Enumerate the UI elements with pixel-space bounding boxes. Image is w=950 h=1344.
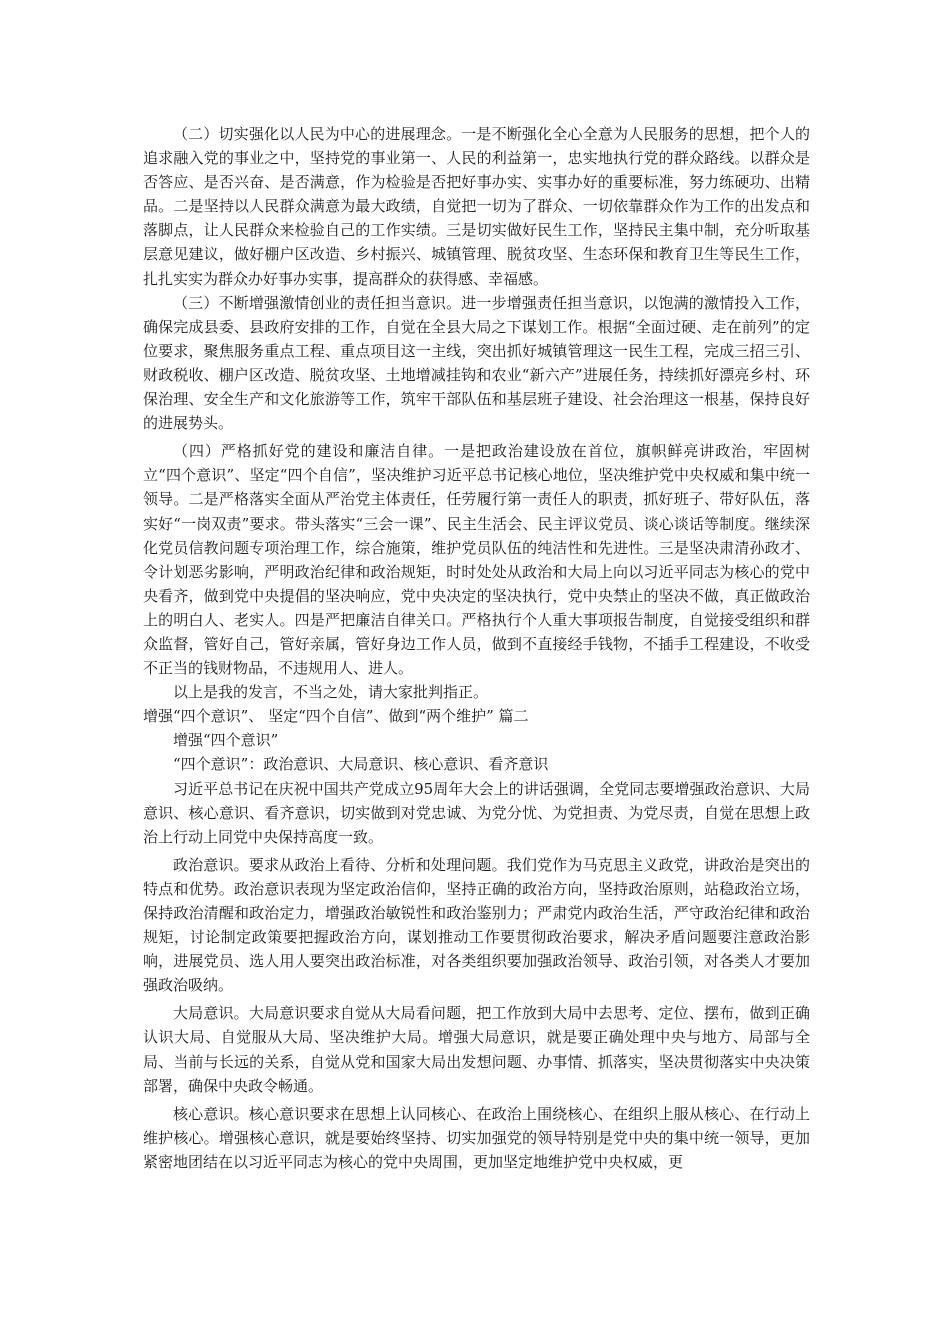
paragraph-four: （四）严格抓好党的建设和廉洁自律。一是把政治建设放在首位，旗帜鲜亮讲政治，牢固树立“四个意识”、坚定“四个自信”，坚决维护习近平总书记核心地位，坚决维护党中央权威和集中统一领导。二是严格落实全面从严治党主体责任，任劳履行第一责任人的职责，抓好班子、带好队伍，落实好“一岗双责”要求。带头落实“三会一课”、民主生活会、民主评议党员、谈心谈话等制度。继续深化党员信教问题专项治理工作，综合施策，维护党员队伍的纯洁性和先进性。三是坚决肃清孙政才、令计划恶劣影响，严明政治纪律和政治规矩，时时处处从政治和大局上向以习近平同志为核心的党中央看齐，做到党中央提倡的坚决响应，党中央决定的坚决执行，党中央禁止的坚决不做，真正做政治上的明白人、老实人。四是严把廉洁自律关口。严格执行个人重大事项报告制度，自觉接受组织和群众监督，管好自己，管好亲属，管好身边工作人员，做到不直接经手钱物，不插手工程建设，不收受不正当的钱财物品，不违规用人、进人。: [143, 442, 810, 678]
political-awareness-paragraph: 政治意识。要求从政治上看待、分析和处理问题。我们党作为马克思主义政党，讲政治是突出的特点和优势。政治意识表现为坚定政治信仰，坚持正确的政治方向，坚持政治原则，站稳政治立场，保持政治清醒和政治定力，增强政治敏锐性和政治鉴别力；严肃党内政治生活，严守政治纪律和政治规矩，讨论制定政策要把握政治方向，谋划推动工作要贯彻政治要求，解决矛盾问题要注意政治影响，进展党员、选人用人要突出政治标准，对各类组织要加强政治领导、政治引领，对各类人才要加强政治吸纳。: [143, 855, 810, 995]
definition-line: “四个意识”：政治意识、大局意识、核心意识、看齐意识: [173, 755, 549, 774]
paragraph-three: （三）不断增强激情创业的责任担当意识。进一步增强责任担当意识，以饱满的激情投入工作，确保完成县委、县政府安排的工作，自觉在全县大局之下谋划工作。根据“全面过硬、走在前列”的定位要求，聚焦服务重点工程、重点项目这一主线，突出抓好城镇管理这一民生工程，完成三招三引、财政税收、棚户区改造、脱贫攻坚、土地增减挂钩和农业“新六产”进展任务，持续抓好漂亮乡村、环保治理、安全生产和文化旅游等工作，筑牢干部队伍和基层班子建设、社会治理这一根基，保持良好的进展势头。: [143, 293, 810, 433]
sub-heading: 增强“四个意识”: [173, 731, 279, 750]
section-title: 增强“四个意识”、 坚定“四个自信”、做到“两个维护” 篇二: [143, 707, 529, 726]
core-awareness-paragraph: 核心意识。核心意识要求在思想上认同核心、在政治上围绕核心、在组织上服从核心、在行动上维护核心。增强核心意识，就是要始终坚持、切实加强党的领导特别是党中央的集中统一领导，更加紧密地团结在以习近平同志为核心的党中央周围，更加坚定地维护党中央权威，更: [143, 1104, 810, 1171]
intro-paragraph: 习近平总书记在庆祝中国共产党成立95周年大会上的讲话强调，全党同志要增强政治意识、大局意识、核心意识、看齐意识，切实做到对党忠诚、为党分忧、为党担责、为党尽责，自觉在思想上政治上行动上同党中央保持高度一致。: [143, 779, 810, 846]
document-page: [143, 122, 810, 1174]
paragraph-two: （二）切实强化以人民为中心的进展理念。一是不断强化全心全意为人民服务的思想，把个人的追求融入党的事业之中，坚持党的事业第一、人民的利益第一，忠实地执行党的群众路线。以群众是否答应、是否兴奋、是否满意，作为检验是否把好事办实、实事办好的重要标准，努力练硬功、出精品。二是坚持以人民群众满意为最大政绩，自觉把一切为了群众、一切依靠群众作为工作的出发点和落脚点，让人民群众来检验自己的工作实绩。三是切实做好民生工作，坚持民主集中制，充分听取基层意见建议，做好棚户区改造、乡村振兴、城镇管理、脱贫攻坚、生态环保和教育卫生等民生工作，扎扎实实为群众办好事办实事，提高群众的获得感、幸福感。: [143, 125, 810, 288]
overall-awareness-paragraph: 大局意识。大局意识要求自觉从大局看问题，把工作放到大局中去思考、定位、摆布，做到正确认识大局、自觉服从大局、坚决维护大局。增强大局意识，就是要正确处理中央与地方、局部与全局、当前与长远的关系，自觉从党和国家大局出发想问题、办事情、抓落实，坚决贯彻落实中央决策部署，确保中央政令畅通。: [143, 1004, 810, 1095]
closing-remark: 以上是我的发言，不当之处，请大家批判指正。: [173, 683, 489, 702]
